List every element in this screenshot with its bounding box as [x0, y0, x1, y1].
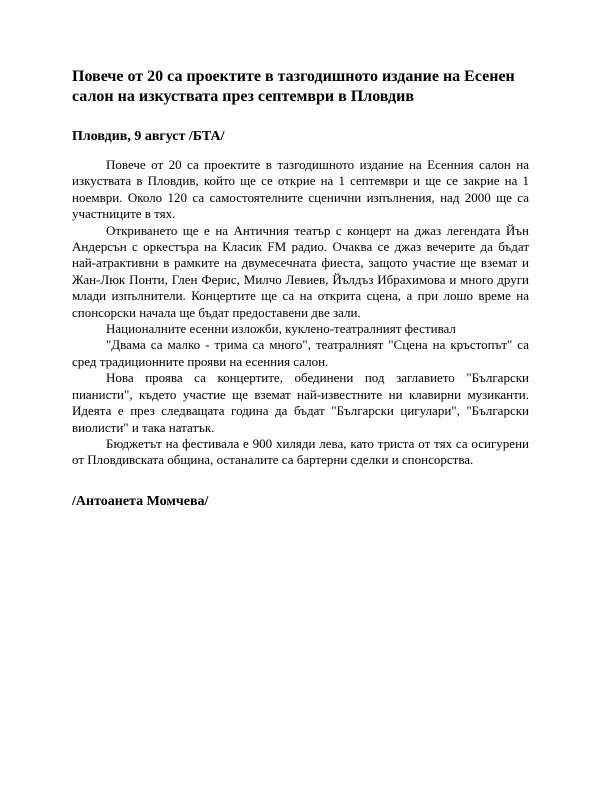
article-headline: Повече от 20 са проектите в тазгодишното издание на Есенен салон на изкуствата през септември в Пловдив	[72, 68, 515, 105]
article-paragraph: Бюджетът на фестивала е 900 хиляди лева, като триста от тях са осигурени от Пловдивската община, останалите са бартерни сделки и спонсорства.	[72, 435, 529, 468]
article-paragraph: Националните есенни изложби, куклено-театралният фестивал	[106, 321, 456, 337]
article-paragraph: Повече от 20 са проектите в тазгодишното издание на Есенния салон на изкуствата в Пловдив, който ще се открие на 1 септември и ще се закрие на 1 ноември. Около 120 са самостоятелните сценични изпълнения, над 2000 ще са участниците в тях.	[72, 157, 529, 222]
article-dateline: Пловдив, 9 август /БТА/	[72, 129, 225, 144]
article-paragraph: Откриването ще е на Античния театър с концерт на джаз легендата Йън Андерсън с оркестъра на Класик FM радио. Очаква се джаз вечерите да бъдат най-атрактивни в рамките на двумесечната фиеста, защото участие ще вземат и Жан-Люк Понти, Глен Ферис, Милчо Левиев, Йълдъз Ибрахимова и много други млади изпълнители. Концертите ще са на открита сцена, а при лошо време на спонсорски начала ще бъдат предоставени две зали.	[72, 222, 529, 320]
article-author: /Антоанета Момчева/	[72, 494, 209, 509]
article-paragraph: "Двама са малко - трима са много", театралният "Сцена на кръстопът" са сред традиционните прояви на есенния салон.	[72, 337, 529, 369]
article-body	[72, 157, 529, 469]
article-paragraph: Нова проява са концертите, обединени под заглавието "Български пианисти", където участие ще вземат най-известните ни клавирни музиканти. Идеята е през следващата година да бъдат "Български цигулари", "Български виолисти" и така нататък.	[72, 370, 529, 435]
